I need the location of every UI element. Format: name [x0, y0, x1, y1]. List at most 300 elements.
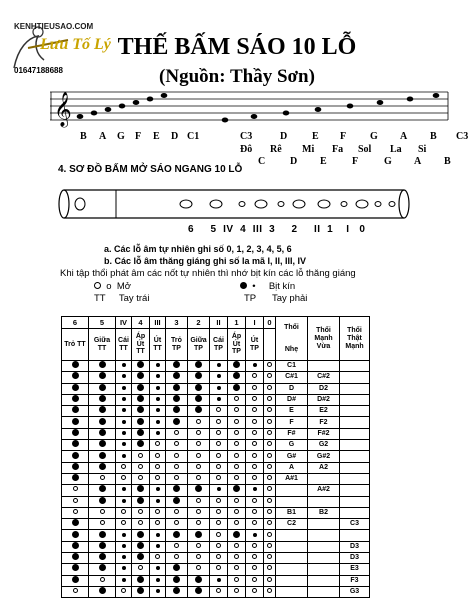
table-row	[62, 462, 370, 473]
open-hole-icon	[267, 373, 272, 378]
note-nhe	[276, 553, 308, 564]
open-hole-icon	[94, 282, 101, 289]
closed-hole-icon	[137, 406, 144, 413]
closed-hole-icon	[173, 564, 180, 571]
closed-small-hole-icon	[122, 544, 126, 548]
open-hole-icon	[73, 588, 78, 593]
closed-small-hole-icon	[122, 420, 126, 424]
closed-hole-icon	[173, 576, 180, 583]
note-manh	[340, 440, 370, 451]
open-hole-icon	[155, 475, 160, 480]
open-hole-icon	[196, 509, 201, 514]
note-nhe	[276, 530, 308, 541]
note-manh	[340, 417, 370, 428]
open-hole-icon	[234, 543, 239, 548]
open-hole-icon	[234, 407, 239, 412]
hole-header: I	[246, 317, 264, 329]
closed-small-hole-icon	[156, 397, 160, 401]
open-hole-icon	[174, 464, 179, 469]
logo-phone: 01647188688	[14, 66, 63, 75]
open-hole-icon	[234, 419, 239, 424]
finger-header: Trỏ TT	[62, 329, 89, 361]
closed-small-hole-icon	[156, 566, 160, 570]
open-hole-icon	[252, 373, 257, 378]
note-vua	[308, 575, 340, 586]
closed-small-hole-icon	[253, 487, 257, 491]
closed-small-hole-icon	[122, 533, 126, 537]
closed-small-hole-icon	[122, 454, 126, 458]
open-hole-icon	[234, 464, 239, 469]
closed-hole-icon	[233, 485, 240, 492]
treble-clef-icon: 𝄞	[54, 92, 72, 127]
note-vua	[308, 496, 340, 507]
closed-hole-icon	[137, 429, 144, 436]
open-hole-icon	[174, 430, 179, 435]
open-hole-icon	[267, 565, 272, 570]
open-hole-icon	[252, 475, 257, 480]
closed-hole-icon	[99, 497, 106, 504]
open-hole-icon	[267, 475, 272, 480]
note-nhe: B1	[276, 507, 308, 518]
note-vua: A#2	[308, 485, 340, 496]
closed-hole-icon	[99, 395, 106, 402]
open-hole-icon	[100, 475, 105, 480]
closed-hole-icon	[173, 406, 180, 413]
note-vua: G2	[308, 440, 340, 451]
table-row	[62, 451, 370, 462]
closed-small-hole-icon	[217, 374, 221, 378]
table-row	[62, 541, 370, 552]
closed-hole-icon	[99, 452, 106, 459]
open-hole-icon	[216, 532, 221, 537]
open-hole-icon	[252, 520, 257, 525]
closed-hole-icon	[137, 395, 144, 402]
closed-hole-icon	[137, 485, 144, 492]
closed-small-hole-icon	[122, 397, 126, 401]
open-hole-icon	[100, 509, 105, 514]
closed-hole-icon	[72, 429, 79, 436]
closed-hole-icon	[233, 384, 240, 391]
open-hole-icon	[234, 554, 239, 559]
open-hole-icon	[196, 475, 201, 480]
open-hole-icon	[267, 464, 272, 469]
open-hole-icon	[155, 509, 160, 514]
finger-header: Cái TT	[116, 329, 132, 361]
closed-hole-icon	[72, 542, 79, 549]
closed-small-hole-icon	[253, 363, 257, 367]
note-nhe: E	[276, 406, 308, 417]
open-hole-icon	[216, 588, 221, 593]
closed-hole-icon	[137, 587, 144, 594]
open-hole-icon	[216, 407, 221, 412]
open-hole-icon	[196, 543, 201, 548]
hole-header: 1	[228, 317, 246, 329]
finger-header: Cái TP	[210, 329, 228, 361]
note-nhe: F	[276, 417, 308, 428]
table-row	[62, 383, 370, 394]
closed-hole-icon	[195, 531, 202, 538]
hole-header: 5	[89, 317, 116, 329]
open-hole-icon	[174, 543, 179, 548]
closed-hole-icon	[195, 485, 202, 492]
closed-hole-icon	[137, 372, 144, 379]
closed-hole-icon	[240, 282, 247, 289]
open-hole-icon	[196, 520, 201, 525]
closed-small-hole-icon	[217, 487, 221, 491]
open-hole-icon	[267, 486, 272, 491]
note-nhe: D	[276, 383, 308, 394]
note-vua	[308, 564, 340, 575]
open-hole-icon	[267, 362, 272, 367]
note-nhe: A	[276, 462, 308, 473]
closed-hole-icon	[195, 372, 202, 379]
legend-open: o Mở	[94, 281, 131, 292]
closed-hole-icon	[72, 463, 79, 470]
note-manh	[340, 428, 370, 439]
note-nhe	[276, 586, 308, 597]
open-hole-icon	[252, 498, 257, 503]
open-hole-icon	[252, 464, 257, 469]
note-manh: C3	[340, 519, 370, 530]
open-hole-icon	[234, 565, 239, 570]
open-hole-icon	[252, 407, 257, 412]
closed-small-hole-icon	[156, 408, 160, 412]
open-hole-icon	[252, 396, 257, 401]
note-vua: E2	[308, 406, 340, 417]
note-nhe	[276, 496, 308, 507]
note-vua	[308, 541, 340, 552]
hole-header: 6	[62, 317, 89, 329]
closed-hole-icon	[72, 372, 79, 379]
fingering-table	[61, 316, 370, 598]
table-row	[62, 417, 370, 428]
closed-small-hole-icon	[122, 499, 126, 503]
closed-hole-icon	[137, 542, 144, 549]
finger-header: Áp Út TP	[228, 329, 246, 361]
closed-hole-icon	[137, 418, 144, 425]
closed-hole-icon	[195, 384, 202, 391]
open-hole-icon	[196, 441, 201, 446]
open-hole-icon	[252, 385, 257, 390]
open-hole-icon	[174, 453, 179, 458]
note-nhe: F#	[276, 428, 308, 439]
closed-hole-icon	[72, 564, 79, 571]
open-hole-icon	[174, 554, 179, 559]
hole-header: 0	[264, 317, 276, 329]
closed-hole-icon	[195, 395, 202, 402]
closed-hole-icon	[233, 361, 240, 368]
note-manh	[340, 361, 370, 372]
closed-hole-icon	[195, 587, 202, 594]
open-hole-icon	[138, 453, 143, 458]
open-hole-icon	[155, 554, 160, 559]
finger-header: Áp Út TT	[132, 329, 150, 361]
open-hole-icon	[138, 520, 143, 525]
open-hole-icon	[196, 453, 201, 458]
closed-small-hole-icon	[156, 499, 160, 503]
open-hole-icon	[267, 396, 272, 401]
note-nhe	[276, 575, 308, 586]
closed-small-hole-icon	[122, 386, 126, 390]
open-hole-icon	[267, 532, 272, 537]
open-hole-icon	[216, 565, 221, 570]
page-title: THẾ BẤM SÁO 10 LỖ	[117, 34, 357, 60]
closed-hole-icon	[173, 418, 180, 425]
open-hole-icon	[252, 419, 257, 424]
table-row	[62, 553, 370, 564]
closed-hole-icon	[173, 395, 180, 402]
finger-header: Trỏ TP	[166, 329, 188, 361]
open-hole-icon	[267, 430, 272, 435]
closed-hole-icon	[173, 372, 180, 379]
note-vua: C#2	[308, 372, 340, 383]
closed-hole-icon	[173, 485, 180, 492]
open-hole-icon	[252, 430, 257, 435]
closed-small-hole-icon	[156, 487, 160, 491]
open-hole-icon	[216, 509, 221, 514]
hole-header-row	[62, 317, 370, 329]
table-row	[62, 564, 370, 575]
closed-small-hole-icon	[217, 386, 221, 390]
open-hole-icon	[196, 464, 201, 469]
finger-header: Út TT	[150, 329, 166, 361]
closed-hole-icon	[173, 384, 180, 391]
closed-small-hole-icon	[122, 363, 126, 367]
table-row	[62, 440, 370, 451]
open-hole-icon	[267, 385, 272, 390]
page-subtitle: (Nguồn: Thầy Sơn)	[159, 66, 315, 87]
finger-header	[264, 329, 276, 361]
note-manh	[340, 372, 370, 383]
open-hole-icon	[138, 464, 143, 469]
closed-hole-icon	[137, 384, 144, 391]
note-manh	[340, 507, 370, 518]
closed-hole-icon	[137, 576, 144, 583]
table-row	[62, 473, 370, 484]
open-hole-icon	[138, 475, 143, 480]
open-hole-icon	[155, 441, 160, 446]
open-hole-icon	[216, 554, 221, 559]
closed-hole-icon	[99, 542, 106, 549]
closed-small-hole-icon	[122, 408, 126, 412]
section-4-heading: 4. SƠ ĐỒ BẤM MỞ SÁO NGANG 10 LỖ	[58, 164, 243, 175]
table-row	[62, 507, 370, 518]
open-hole-icon	[174, 475, 179, 480]
note-nhe: G	[276, 440, 308, 451]
note-manh	[340, 485, 370, 496]
open-hole-icon	[267, 520, 272, 525]
open-hole-icon	[234, 509, 239, 514]
closed-hole-icon	[137, 497, 144, 504]
open-hole-icon	[267, 407, 272, 412]
open-hole-icon	[267, 588, 272, 593]
open-hole-icon	[121, 520, 126, 525]
logo-site: KENHTIEUSAO.COM	[14, 22, 94, 31]
closed-hole-icon	[195, 576, 202, 583]
open-hole-icon	[234, 430, 239, 435]
hole-header: IV	[116, 317, 132, 329]
open-hole-icon	[267, 509, 272, 514]
note-vua: F2	[308, 417, 340, 428]
open-hole-icon	[216, 475, 221, 480]
open-hole-icon	[174, 520, 179, 525]
closed-hole-icon	[137, 531, 144, 538]
table-row	[62, 496, 370, 507]
note-manh	[340, 462, 370, 473]
logo-name: Lưu Tố Lý	[40, 36, 111, 53]
hole-header: 4	[132, 317, 150, 329]
open-hole-icon	[155, 453, 160, 458]
closed-hole-icon	[72, 440, 79, 447]
closed-small-hole-icon	[217, 397, 221, 401]
open-hole-icon	[234, 396, 239, 401]
note-vua: B2	[308, 507, 340, 518]
note-manh: D3	[340, 541, 370, 552]
thoi-manh-vua-header: Thổi Mạnh Vừa	[308, 317, 340, 361]
note-vua	[308, 553, 340, 564]
closed-hole-icon	[72, 576, 79, 583]
closed-hole-icon	[99, 440, 106, 447]
closed-hole-icon	[137, 361, 144, 368]
open-hole-icon	[121, 464, 126, 469]
open-hole-icon	[196, 498, 201, 503]
closed-hole-icon	[72, 531, 79, 538]
note-vua: D2	[308, 383, 340, 394]
open-hole-icon	[267, 498, 272, 503]
instruction-text: Khi tập thổi phát âm các nốt tự nhiên thì nhớ bịt kín các lỗ thăng giáng	[60, 268, 356, 279]
open-hole-icon	[267, 554, 272, 559]
note-manh: E3	[340, 564, 370, 575]
open-hole-icon	[174, 509, 179, 514]
closed-small-hole-icon	[122, 487, 126, 491]
hole-number-labels: 6 5 IV 4 III 3 2 II 1 I 0	[188, 224, 366, 235]
open-hole-icon	[216, 543, 221, 548]
open-hole-icon	[234, 475, 239, 480]
closed-small-hole-icon	[122, 566, 126, 570]
open-hole-icon	[216, 419, 221, 424]
open-hole-icon	[121, 475, 126, 480]
note-vua: G#2	[308, 451, 340, 462]
closed-small-hole-icon	[156, 363, 160, 367]
closed-small-hole-icon	[156, 544, 160, 548]
closed-hole-icon	[173, 531, 180, 538]
open-hole-icon	[174, 441, 179, 446]
open-hole-icon	[216, 453, 221, 458]
closed-small-hole-icon	[122, 442, 126, 446]
open-hole-icon	[73, 498, 78, 503]
table-row	[62, 530, 370, 541]
legend-closed: • Bịt kín	[240, 281, 295, 292]
open-hole-icon	[234, 588, 239, 593]
table-row	[62, 575, 370, 586]
note-manh: D3	[340, 553, 370, 564]
note-nhe: A#1	[276, 473, 308, 484]
note-vua	[308, 473, 340, 484]
closed-hole-icon	[195, 361, 202, 368]
closed-hole-icon	[173, 587, 180, 594]
music-staff	[50, 82, 450, 130]
closed-hole-icon	[72, 418, 79, 425]
table-row	[62, 406, 370, 417]
open-hole-icon	[252, 509, 257, 514]
closed-hole-icon	[99, 406, 106, 413]
closed-hole-icon	[99, 361, 106, 368]
open-hole-icon	[138, 565, 143, 570]
open-hole-icon	[196, 430, 201, 435]
closed-hole-icon	[72, 384, 79, 391]
open-hole-icon	[216, 441, 221, 446]
closed-hole-icon	[72, 406, 79, 413]
note-manh	[340, 406, 370, 417]
note-vua	[308, 361, 340, 372]
table-row	[62, 394, 370, 405]
closed-hole-icon	[99, 587, 106, 594]
closed-hole-icon	[233, 372, 240, 379]
hole-header: 2	[188, 317, 210, 329]
closed-hole-icon	[72, 474, 79, 481]
table-row	[62, 372, 370, 383]
note-nhe: D#	[276, 394, 308, 405]
note-a: a. Các lỗ âm tự nhiên ghi số 0, 1, 2, 3, 4, 5, 6	[104, 244, 292, 254]
closed-small-hole-icon	[156, 589, 160, 593]
note-manh	[340, 383, 370, 394]
note-manh: G3	[340, 586, 370, 597]
open-hole-icon	[252, 543, 257, 548]
note-manh	[340, 530, 370, 541]
finger-header: Giữa TT	[89, 329, 116, 361]
thoi-nhe-header: Thổi Nhẹ	[276, 317, 308, 361]
open-hole-icon	[234, 520, 239, 525]
note-b: b. Các lỗ âm thăng giáng ghi số la mã I, II, III, IV	[104, 256, 307, 266]
open-hole-icon	[216, 498, 221, 503]
legend-right-hand: TP Tay phải	[244, 293, 308, 304]
closed-hole-icon	[137, 440, 144, 447]
open-hole-icon	[267, 453, 272, 458]
closed-small-hole-icon	[122, 374, 126, 378]
thoi-that-manh-header: Thổi Thật Mạnh	[340, 317, 370, 361]
open-hole-icon	[73, 509, 78, 514]
note-manh	[340, 394, 370, 405]
open-hole-icon	[252, 441, 257, 446]
table-row	[62, 586, 370, 597]
note-vua	[308, 530, 340, 541]
note-nhe	[276, 564, 308, 575]
open-hole-icon	[196, 419, 201, 424]
closed-small-hole-icon	[156, 431, 160, 435]
table-row	[62, 428, 370, 439]
note-nhe: C1	[276, 361, 308, 372]
note-nhe	[276, 541, 308, 552]
note-manh	[340, 451, 370, 462]
open-hole-icon	[121, 509, 126, 514]
closed-hole-icon	[173, 497, 180, 504]
note-vua: A2	[308, 462, 340, 473]
open-hole-icon	[196, 554, 201, 559]
closed-hole-icon	[72, 395, 79, 402]
open-hole-icon	[267, 419, 272, 424]
closed-hole-icon	[99, 485, 106, 492]
open-hole-icon	[196, 565, 201, 570]
open-hole-icon	[234, 498, 239, 503]
closed-hole-icon	[99, 531, 106, 538]
closed-small-hole-icon	[122, 578, 126, 582]
hole-header: III	[150, 317, 166, 329]
closed-hole-icon	[72, 452, 79, 459]
open-hole-icon	[252, 588, 257, 593]
note-manh: F3	[340, 575, 370, 586]
closed-hole-icon	[99, 564, 106, 571]
closed-small-hole-icon	[217, 363, 221, 367]
